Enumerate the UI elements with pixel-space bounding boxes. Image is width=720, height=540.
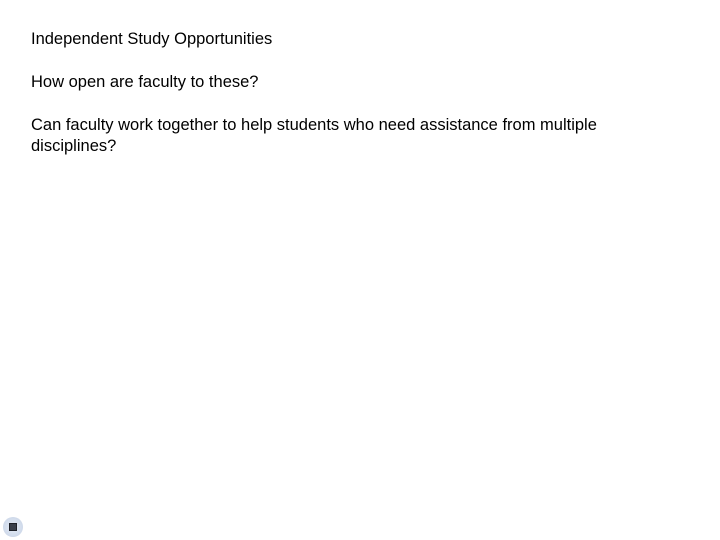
slide-question-2: Can faculty work together to help students who need assistance from multiple disciplines? xyxy=(31,116,597,155)
stop-square-icon xyxy=(9,523,17,531)
slide-nav-button[interactable] xyxy=(3,517,23,537)
slide-text-body xyxy=(31,29,671,179)
slide-heading: Independent Study Opportunities xyxy=(31,30,273,48)
slide-question-1: How open are faculty to these? xyxy=(31,73,259,91)
